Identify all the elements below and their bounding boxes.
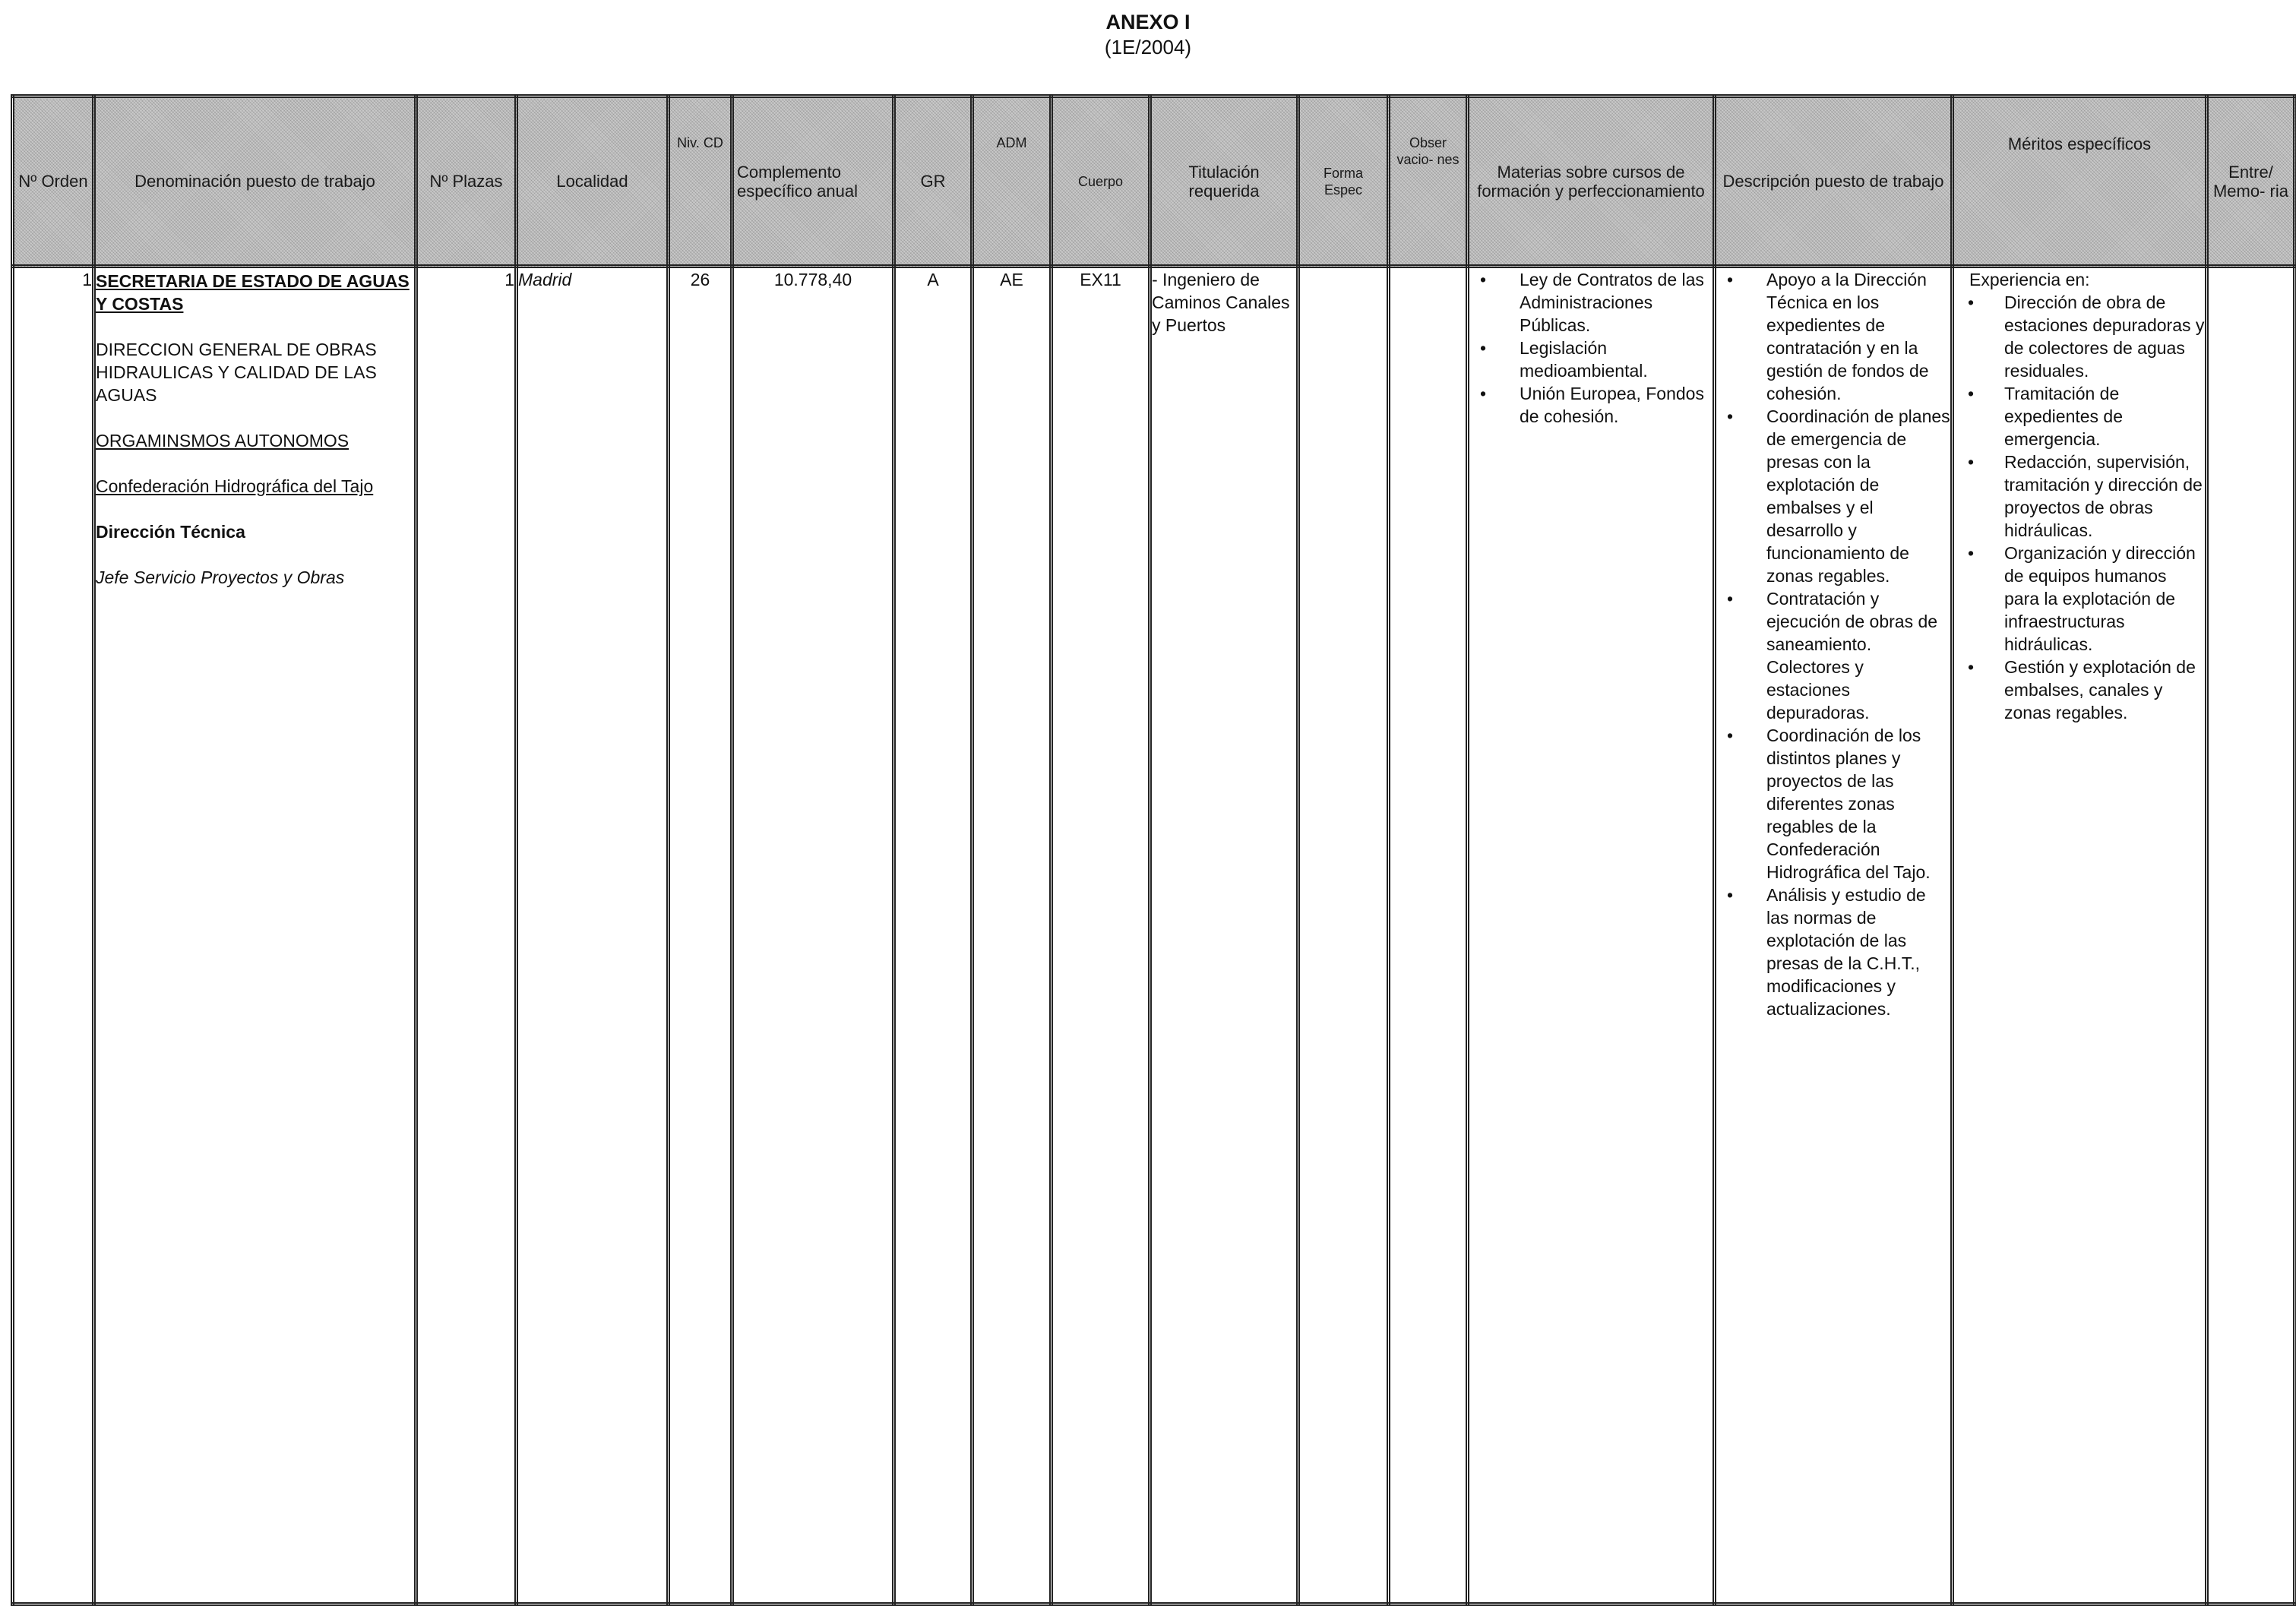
- cell-plazas: 1: [416, 267, 517, 1604]
- header-row: [13, 96, 2295, 267]
- direccion-general-heading: DIRECCION GENERAL DE OBRAS HIDRAULICAS Y CALIDAD DE LAS AGUAS: [96, 340, 377, 405]
- cell-meritos: [1953, 267, 2207, 1604]
- list-item: • Análisis y estudio de las normas de explotación de las presas de la C.H.T., modificaciones y actualizaciones.: [1716, 884, 1950, 1020]
- cell-materias: [1468, 267, 1715, 1604]
- document-subtitle: (1E/2004): [1104, 36, 1192, 58]
- cell-gr: A: [894, 267, 972, 1604]
- cell-orden: 1: [13, 267, 94, 1604]
- cell-descripcion: [1715, 267, 1953, 1604]
- cell-titulacion: - Ingeniero de Caminos Canales y Puertos: [1150, 267, 1298, 1604]
- positions-table: [11, 94, 2296, 1606]
- col-header-localidad: Localidad: [517, 96, 669, 267]
- col-header-adm: ADM: [972, 96, 1052, 267]
- secretaria-heading: SECRETARIA DE ESTADO DE AGUAS Y COSTAS: [96, 271, 410, 314]
- col-header-meritos: Méritos específicos: [1953, 96, 2207, 267]
- col-header-observaciones: Obser vacio- nes: [1389, 96, 1468, 267]
- materias-list: [1469, 268, 1713, 428]
- list-item: • Legislación medioambiental.: [1469, 337, 1713, 382]
- col-header-plazas: Nº Plazas: [416, 96, 517, 267]
- cell-complemento: 10.778,40: [732, 267, 894, 1604]
- descripcion-list: [1716, 268, 1950, 1020]
- cell-denominacion: [94, 267, 416, 1604]
- list-item: • Organización y dirección de equipos humanos para la explotación de infraestructuras hidráulicas.: [1954, 542, 2205, 656]
- col-header-orden: Nº Orden: [13, 96, 94, 267]
- meritos-intro: Experiencia en:: [1969, 270, 2090, 289]
- cell-adm: AE: [972, 267, 1052, 1604]
- list-item: • Coordinación de planes de emergencia de presas con la explotación de embalses y el desarrollo y funcionamiento de zonas regables.: [1716, 405, 1950, 587]
- document-header: [0, 9, 2296, 59]
- list-item: • Coordinación de los distintos planes y proyectos de las diferentes zonas regables de la Confederación Hidrográfica del Tajo.: [1716, 724, 1950, 884]
- cell-entrevista: [2207, 267, 2295, 1604]
- list-item: • Apoyo a la Dirección Técnica en los expedientes de contratación y en la gestión de fondos de cohesión.: [1716, 268, 1950, 405]
- table-row: [13, 267, 2295, 1604]
- cell-cuerpo: EX11: [1052, 267, 1150, 1604]
- list-item: • Tramitación de expedientes de emergencia.: [1954, 382, 2205, 451]
- confederacion-heading: Confederación Hidrográfica del Tajo: [96, 476, 374, 496]
- list-item: • Gestión y explotación de embalses, canales y zonas regables.: [1954, 656, 2205, 724]
- list-item: • Unión Europea, Fondos de cohesión.: [1469, 382, 1713, 428]
- cell-nivcd: 26: [669, 267, 732, 1604]
- col-header-gr: GR: [894, 96, 972, 267]
- document-title: ANEXO I: [1105, 11, 1191, 33]
- list-item: • Contratación y ejecución de obras de saneamiento. Colectores y estaciones depuradoras.: [1716, 587, 1950, 724]
- col-header-complemento: Complemento específico anual: [732, 96, 894, 267]
- col-header-cuerpo: Cuerpo: [1052, 96, 1150, 267]
- unidad-heading: Dirección Técnica: [96, 522, 245, 542]
- cell-localidad: Madrid: [517, 267, 669, 1604]
- position-title: Jefe Servicio Proyectos y Obras: [96, 567, 345, 587]
- col-header-descripcion: Descripción puesto de trabajo: [1715, 96, 1953, 267]
- organismos-heading: ORGAMINSMOS AUTONOMOS: [96, 431, 349, 451]
- col-header-materias: Materias sobre cursos de formación y perfeccionamiento: [1468, 96, 1715, 267]
- list-item: • Ley de Contratos de las Administraciones Públicas.: [1469, 268, 1713, 337]
- meritos-list: [1954, 291, 2205, 724]
- cell-forma: [1298, 267, 1389, 1604]
- list-item: • Dirección de obra de estaciones depuradoras y de colectores de aguas residuales.: [1954, 291, 2205, 382]
- col-header-titulacion: Titulación requerida: [1150, 96, 1298, 267]
- col-header-entrevista: Entre/ Memo- ria: [2207, 96, 2295, 267]
- list-item: • Redacción, supervisión, tramitación y dirección de proyectos de obras hidráulicas.: [1954, 451, 2205, 542]
- col-header-forma: Forma Espec: [1298, 96, 1389, 267]
- cell-observaciones: [1389, 267, 1468, 1604]
- col-header-denominacion: Denominación puesto de trabajo: [94, 96, 416, 267]
- col-header-nivcd: Niv. CD: [669, 96, 732, 267]
